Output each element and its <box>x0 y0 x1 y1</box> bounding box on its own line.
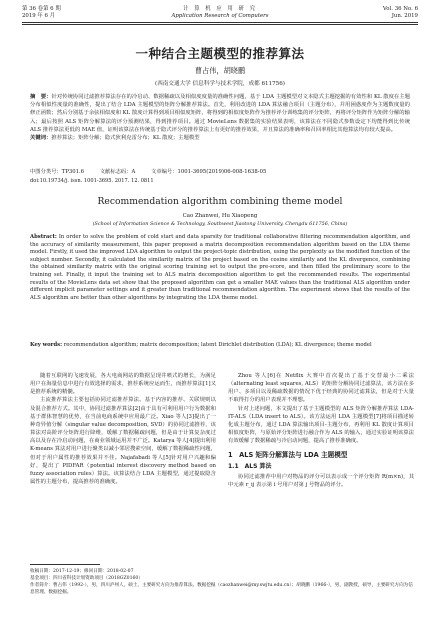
en-keywords-text: recommendation algorithm; matrix decomposition; latent Dirichlet distribution (LDA); KL divergence; theme model <box>63 342 372 348</box>
intro-paragraph-2: 主流推荐算法主要包括协同过滤推荐算法、基于内容的推荐、关联规则以及混合推荐方式。其中，协同过滤推荐算法[2]由于具有可利用用户行为数据和基于群体智慧的优势，在当前电商系统中应用最广泛。Xiao 等人[3]提出了一种奇异值分解（singular value decomposition, SVD）的协同过滤推荐，该算法对高阶评分矩阵进行降维，缓解了数据稀疏问题，但是由于计算复杂度过高以及存在冷启动问题，在商业领域运用并不广泛。Katarya 等人[4]提出利用 K-means 算法对用户进行聚类以减小邻居搜索空间，缓解了数据稀疏性问题，但对于用户属性的推荐效果并不佳。Najafabadi 等人[5]针对用户兴趣和偏好，提出了 PIDFAR（potential interest discovery method based on fuzzy association rules）算法。该算法结合 LDA 主题模型，通过提取隐含属性的主题分布，提高推荐的准确度。 <box>30 397 216 486</box>
intro-paragraph-4: 针对上述问题，本文提出了基于主题模型的 ALS 矩阵分解推荐算法 LDA-IT-ALS（LDA insert to ALS）。该方法运用 LDA 主题模型[7]将项目描述转化成主题分布，通过 LDA 算法输出项目-主题分布，再利用 KL 散度计算项目相似度矩阵，与原始评分矩阵进行融合作为 ALS 的输入，通过实验证明该算法有效缓解了数据稀疏与冷启动问题，提高了推荐准确度。 <box>228 405 414 445</box>
date-cn: 2019 年 6 月 <box>22 13 56 19</box>
paper-title: 一种结合主题模型的推荐算法 <box>135 46 305 61</box>
intro-paragraph-1: 随着互联网的飞速发展，各大电商网站的数据呈现井喷式的增长，为满足用户在海量信息中进行有效选择的需求，推荐系统应运而生，而推荐算法[1]又是推荐系统的精髓。 <box>30 373 216 396</box>
en-abstract-label: Abstract: <box>30 234 57 240</box>
en-abstract-text: In order to solve the problem of cold start and data sparsity for traditional collaborative filtering recommendation algorithm, and the accuracy of similarity measurement, this paper proposed a matrix decomposition recommendation algorithm based on the LDA theme model. Firstly, it used the improved LDA algorithm to output the project-topic distribution, using the perplexity as the modified function of the subject number. Secondly, it calculated the similarity matrix of the project based on the cosine similarity and the KL divergence, combining the obtained similarity matrix with the original scoring training set to output the pre-score, and then filled the preliminary score to the training set. Finally, it input the training set to ALS matrix decomposition algorithm to get the recommended results. The experimental results of the MovieLens data set show that the proposed algorithm can get a smaller MAE values than the traditional ALS algorithm under different implicit parameter settings and it greater than traditional recommendation algorithm. The experiment shows that the results of the ALS algorithm are better than other algorithms by integrating the LDA theme model. <box>30 234 410 301</box>
abstract-text: 针对传统协同过滤推荐算法存在的冷启动、数据稀疏以及相似度度量的准确性问题，基于 LDA 主题模型对文本隐式主题挖掘的有效性和 KL 散度在主题分布相似性度量的准确性，提出了结合 LDA 主题模型的矩阵分解推荐算法。首先，利用改进的 LDA 算法融合项目（主题分布），并用困惑度作为主题数度量的修正函数；然后分别基于余弦相似度和 KL 散度计算得到项目相似度矩阵，将得到的相似度矩阵作为推荐评分训练集的评分矩阵，再将评分矩阵作为矩阵分解的输入；最后按照 ALS 矩阵分解算法的评分预测结果，得到推荐项目。通过 MovieLens 数据集的实验结果表明，该算法在不同隐式参数设定下均能得到比传统 ALS 推荐算法更低的 MAE 值，证明该算法在传统基于隐式评分的推荐算法上有更好的推荐效果，并且算法的准确率和召回率相比其他算法均有较大提高。 <box>30 94 410 133</box>
footnote <box>30 568 416 596</box>
footnote-rule <box>30 564 100 565</box>
authors: 曹占伟，胡晓鹏 <box>194 66 246 75</box>
volume-cn: 第 36 卷第 6 期 <box>22 6 61 12</box>
header-rule-thin <box>22 24 418 25</box>
english-title: Recommendation algorithm combining theme model <box>97 196 343 207</box>
header-right <box>383 6 418 20</box>
doc-code: 文献标志码：A <box>99 169 136 175</box>
en-keywords-label: Key words: <box>30 342 63 348</box>
body-column-right <box>228 372 414 489</box>
section-heading-1: 1 ALS 矩阵分解算法与 LDA 主题模型 <box>228 451 348 460</box>
abstract-en <box>30 234 410 302</box>
english-affiliation: (School of Information Science & Technology, Southwest Jiaotong University, Chengdu 611756, China) <box>92 221 348 227</box>
keywords-en <box>30 342 410 350</box>
fund-info: 基金项目：四川省科技计划资助项目（2018GZ0160） <box>30 576 143 581</box>
als-paragraph: 协同过滤推荐中用户对物品的评分可以表示成一个评分矩阵 R(m×n)，其中元素 r_ij 表示第 i 号用户对第 j 号物品的评分。 <box>228 473 414 488</box>
header-rule <box>22 22 418 23</box>
doi: doi:10.19734/j. issn. 1001-3695. 2017. 12. 0811 <box>30 178 154 184</box>
keywords-text: 推荐算法；矩阵分解；隐式狄利克雷分布；KL 散度；主题模型 <box>51 135 200 142</box>
keywords-label: 关键词： <box>30 135 52 142</box>
article-number: 文章编号：1001-3695(2019)06-008-1638-05 <box>151 169 267 175</box>
intro-paragraph-3: Zhou 等人[6]在 Netflix 大赛中首次提出了基于交替最小二乘法（alternating least squares, ALS）的矩阵分解协同过滤算法，该方法在多用户、多项目以及稀疏数据的情况下优于经典的协同过滤算法，但是对于大量不取得打分的用户表现并不理想。 <box>228 373 414 404</box>
clc-code: 中图分类号：TP301.6 <box>30 169 85 175</box>
abstract-label: 摘 要： <box>30 94 52 100</box>
abstract-cn <box>30 93 410 142</box>
volume-en: Vol. 36 No. 6 <box>382 6 418 12</box>
english-authors: Cao Zhanwei, Hu Xiaopeng <box>182 213 258 219</box>
affiliation: (西南交通大学 信息科学与技术学院，成都 611756) <box>155 81 285 87</box>
date-en: Jun. 2019 <box>391 13 418 19</box>
author-bio: 作者简介：曹占伟（1992-），男，四川泸州人，硕士，主要研究方向为推荐算法、数据挖掘（caozhanwei@my.swjtu.edu.cn）；胡晓鹏（1966-），男，副教授，硕导，主要研究方向为信息管理、数据挖掘。 <box>30 583 413 595</box>
journal-name-en: Application Research of Computers <box>171 13 269 19</box>
classification-line <box>30 168 280 176</box>
section-heading-1-1: 1.1 ALS 算法 <box>228 462 272 470</box>
received-date: 收稿日期：2017-12-19；修回日期：2018-02-07 <box>30 569 134 574</box>
journal-name-cn: 计 算 机 应 用 研 究 <box>182 6 258 12</box>
body-column-left <box>30 372 216 486</box>
